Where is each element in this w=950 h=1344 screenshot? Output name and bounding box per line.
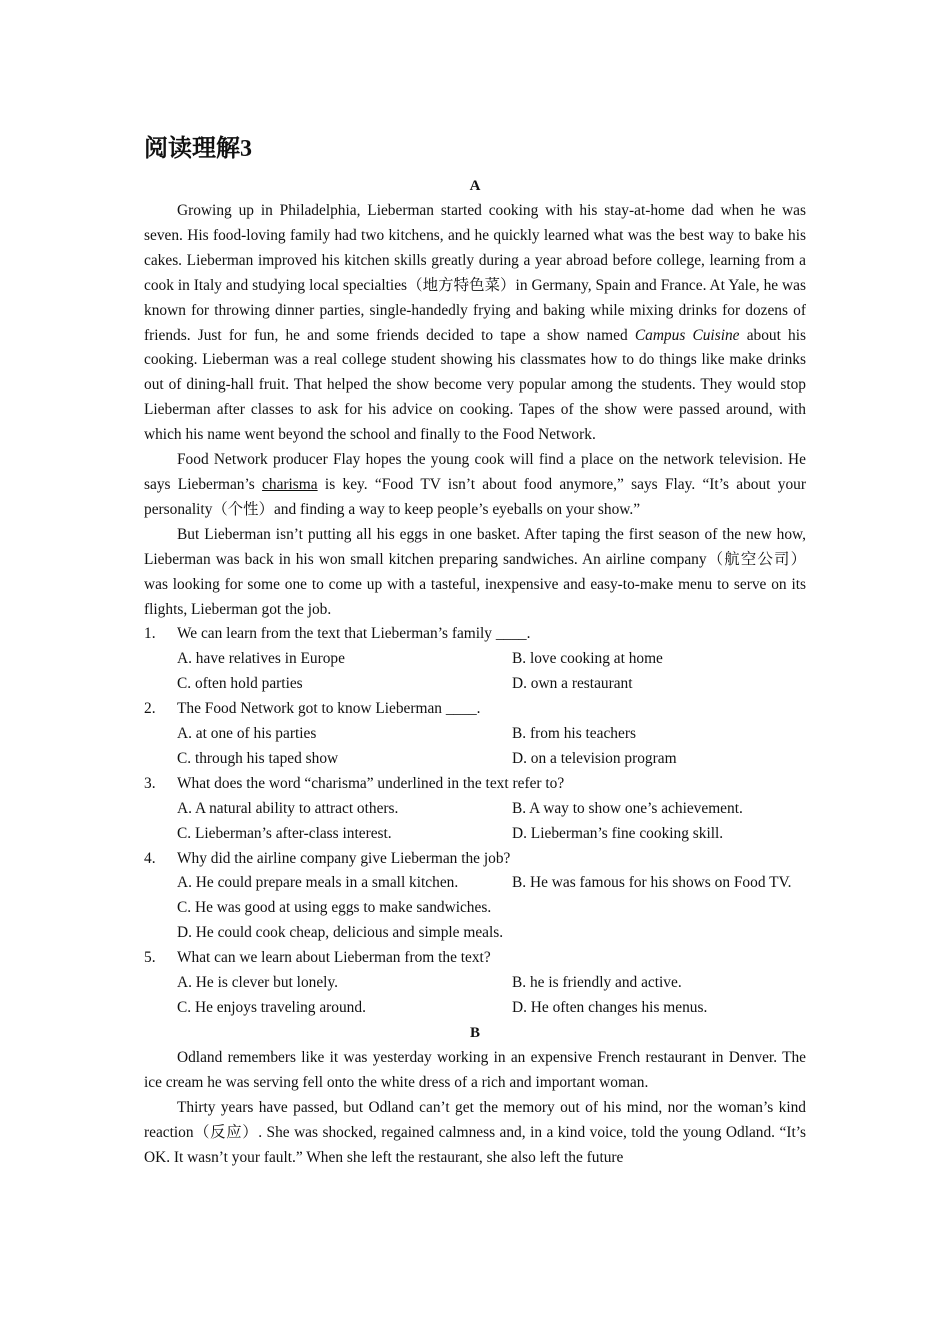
option-d: D. own a restaurant xyxy=(512,675,633,693)
passage-a-text-1b: about his cooking. Lieberman was a real college student showing his classmates how to do things like make drinks out of dining-hall fruit. That helped the show become very popular among the students. They would stop Lieberman after classes to ask for his advice on cooking. Tapes of the show were passed around, with which his name went beyond the school and finally to the Food Network. xyxy=(144,326,806,444)
question-4 xyxy=(144,847,806,947)
option-c: C. often hold parties xyxy=(177,675,303,693)
question-number: 1. xyxy=(144,625,156,643)
question-1 xyxy=(144,622,806,697)
option-c: C. through his taped show xyxy=(177,749,339,767)
option-b: B. he is friendly and active. xyxy=(512,974,682,992)
question-stem: Why did the airline company give Lieberman the job? xyxy=(177,849,511,867)
question-stem: What does the word “charisma” underlined in the text refer to? xyxy=(177,774,565,792)
option-a: A. at one of his parties xyxy=(177,725,317,743)
document-page xyxy=(144,132,806,1170)
question-stem: The Food Network got to know Lieberman ____. xyxy=(177,700,481,718)
question-5 xyxy=(144,946,806,1021)
question-3 xyxy=(144,772,806,847)
option-a: A. He is clever but lonely. xyxy=(177,974,338,992)
option-c: C. Lieberman’s after-class interest. xyxy=(177,824,392,842)
passage-a-paragraph-2 xyxy=(144,448,806,523)
question-number: 3. xyxy=(144,774,156,792)
passage-a-text-2b: is key. “Food TV isn’t about food anymore,” says Flay. “It’s about your personality（个性）and finding a way to keep people’s eyeballs on your show.” xyxy=(144,475,806,518)
underlined-word-charisma: charisma xyxy=(262,475,318,493)
passage-b-paragraph-2: Thirty years have passed, but Odland can’t get the memory out of his mind, nor the woman’s kind reaction（反应）. She was shocked, regained calmness and, in a kind voice, told the young Odland. “It’s OK. It wasn’t your fault.” When she left the restaurant, she also left the future xyxy=(144,1098,806,1166)
section-b-heading: B xyxy=(469,1024,480,1041)
option-d: D. on a television program xyxy=(512,749,677,767)
options-ab-row xyxy=(177,871,806,896)
question-stem: We can learn from the text that Lieberman’s family ____. xyxy=(177,625,531,643)
passage-a-text-2: Food Network producer Flay hopes the young cook will find a place on the network television. He says Lieberman’s xyxy=(144,451,806,493)
option-b: B. A way to show one’s achievement. xyxy=(512,799,743,817)
option-d: D. Lieberman’s fine cooking skill. xyxy=(512,824,724,842)
option-d: D. He often changes his menus. xyxy=(512,999,708,1016)
passage-a-paragraph-1 xyxy=(144,199,806,448)
option-b: B. from his teachers xyxy=(512,725,636,743)
passage-a-text-1: Growing up in Philadelphia, Lieberman started cooking with his stay-at-home dad when he was seven. His food-loving family had two kitchens, and he quickly learned what was the best way to bake his cakes. Lieberman improved his kitchen skills greatly during a year abroad before college, learning from a cook in Italy and studying local specialties（地方特色菜）in Germany, Spain and France. At Yale, he was known for throwing dinner parties, single-handedly frying and baking while mixing drinks for dozens of friends. Just for fun, he and some friends decided to tape a show named xyxy=(144,202,806,344)
page-title: 阅读理解3 xyxy=(144,136,252,162)
question-number: 4. xyxy=(144,849,156,867)
passage-b-paragraph-1: Odland remembers like it was yesterday working in an expensive French restaurant in Denver. The ice cream he was serving fell onto the white dress of a rich and important woman. xyxy=(144,1048,806,1091)
section-a-heading: A xyxy=(469,178,481,194)
question-number: 2. xyxy=(144,700,156,718)
question-stem: What can we learn about Lieberman from the text? xyxy=(177,949,491,967)
option-c: C. He was good at using eggs to make sandwiches. xyxy=(177,899,492,917)
option-d: D. He could cook cheap, delicious and simple meals. xyxy=(177,924,504,942)
passage-a-paragraph-3: But Lieberman isn’t putting all his eggs in one basket. After taping the first season of the new how, Lieberman was back in his won small kitchen preparing sandwiches. An airline company（航空公司）was looking for some one to come up with a tasteful, inexpensive and easy-to-make menu to serve on its flights, Lieberman got the job. xyxy=(144,525,806,618)
option-b: B. love cooking at home xyxy=(512,650,663,668)
question-number: 5. xyxy=(144,949,156,967)
option-a: A. A natural ability to attract others. xyxy=(177,799,399,817)
option-b: B. He was famous for his shows on Food TV. xyxy=(512,874,792,892)
question-2 xyxy=(144,697,806,772)
option-a: A. have relatives in Europe xyxy=(177,650,345,668)
show-title: Campus Cuisine xyxy=(634,326,740,344)
option-a: A. He could prepare meals in a small kitchen. xyxy=(177,874,459,892)
option-c: C. He enjoys traveling around. xyxy=(177,999,366,1016)
